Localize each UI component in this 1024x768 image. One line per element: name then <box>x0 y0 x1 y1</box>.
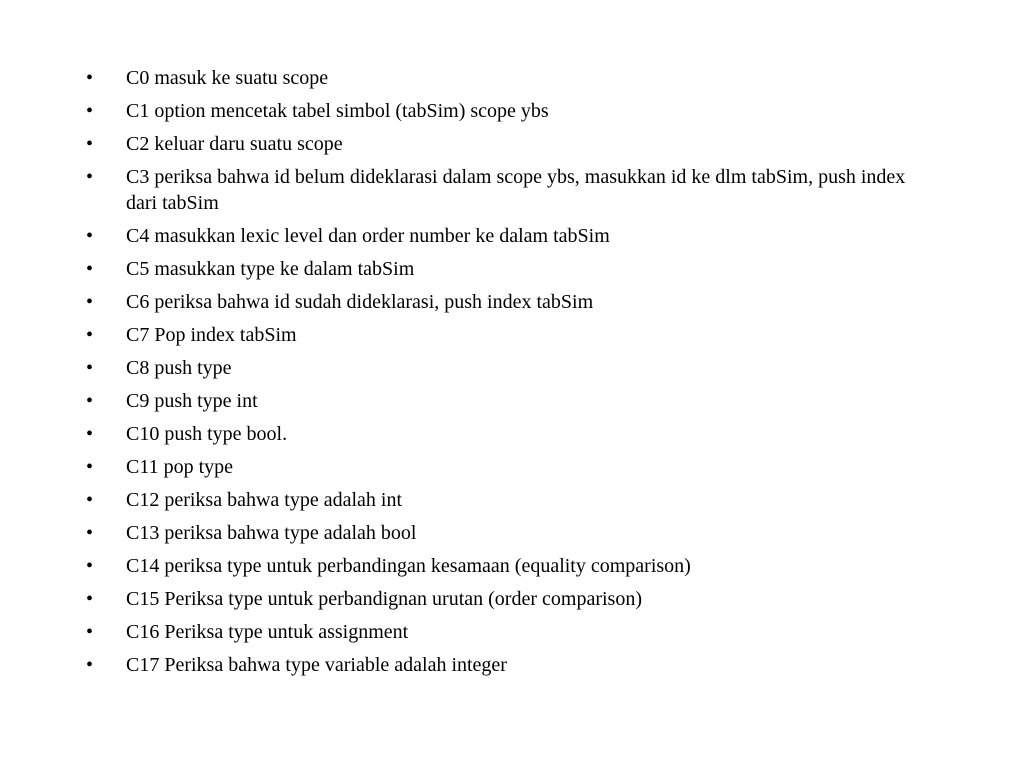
list-item <box>0 322 1024 348</box>
list-item <box>0 619 1024 645</box>
bullet-icon: • <box>86 166 94 188</box>
list-item <box>0 520 1024 546</box>
list-item-text: C4 masukkan lexic level dan order number ke dalam tabSim <box>126 225 610 247</box>
list-item <box>0 586 1024 612</box>
list-item-text: C9 push type int <box>126 390 258 412</box>
list-item-text: C2 keluar daru suatu scope <box>126 133 343 155</box>
list-item <box>0 355 1024 381</box>
list-item <box>0 454 1024 480</box>
list-item <box>0 131 1024 157</box>
bullet-icon: • <box>86 390 94 412</box>
list-item-text: C17 Periksa bahwa type variable adalah integer <box>126 654 507 676</box>
bullet-icon: • <box>86 225 94 247</box>
list-item <box>0 164 1024 216</box>
bullet-icon: • <box>86 621 94 643</box>
bullet-icon: • <box>86 423 94 445</box>
bullet-icon: • <box>86 67 94 89</box>
list-item <box>0 65 1024 91</box>
list-item-text: C12 periksa bahwa type adalah int <box>126 489 403 511</box>
list-item <box>0 652 1024 678</box>
list-item <box>0 98 1024 124</box>
bullet-icon: • <box>86 456 94 478</box>
list-item-text: C13 periksa bahwa type adalah bool <box>126 522 417 544</box>
list-item-text: C10 push type bool. <box>126 423 288 445</box>
list-item <box>0 256 1024 282</box>
bullet-icon: • <box>86 100 94 122</box>
bullet-icon: • <box>86 133 94 155</box>
list-item <box>0 223 1024 249</box>
list-item-text: C5 masukkan type ke dalam tabSim <box>126 258 415 280</box>
list-item-text: C16 Periksa type untuk assignment <box>126 621 409 643</box>
list-item <box>0 289 1024 315</box>
bullet-icon: • <box>86 654 94 676</box>
list-item-text: C0 masuk ke suatu scope <box>126 67 329 89</box>
bullet-icon: • <box>86 489 94 511</box>
list-item-text: C3 periksa bahwa id belum dideklarasi dalam scope ybs, masukkan id ke dlm tabSim, push index dari tabSim <box>126 166 906 214</box>
bullet-icon: • <box>86 555 94 577</box>
list-item-text: C15 Periksa type untuk perbandignan urutan (order comparison) <box>126 588 642 610</box>
list-item <box>0 487 1024 513</box>
list-item-text: C6 periksa bahwa id sudah dideklarasi, push index tabSim <box>126 291 594 313</box>
list-item-text: C11 pop type <box>126 456 234 478</box>
list-item <box>0 553 1024 579</box>
list-item-text: C14 periksa type untuk perbandingan kesamaan (equality comparison) <box>126 555 691 577</box>
bullet-list <box>0 65 1024 685</box>
list-item-text: C1 option mencetak tabel simbol (tabSim) scope ybs <box>126 100 549 122</box>
bullet-icon: • <box>86 357 94 379</box>
list-item <box>0 421 1024 447</box>
bullet-icon: • <box>86 258 94 280</box>
list-item-text: C8 push type <box>126 357 232 379</box>
bullet-icon: • <box>86 324 94 346</box>
bullet-icon: • <box>86 588 94 610</box>
bullet-icon: • <box>86 522 94 544</box>
bullet-icon: • <box>86 291 94 313</box>
list-item-text: C7 Pop index tabSim <box>126 324 297 346</box>
list-item <box>0 388 1024 414</box>
